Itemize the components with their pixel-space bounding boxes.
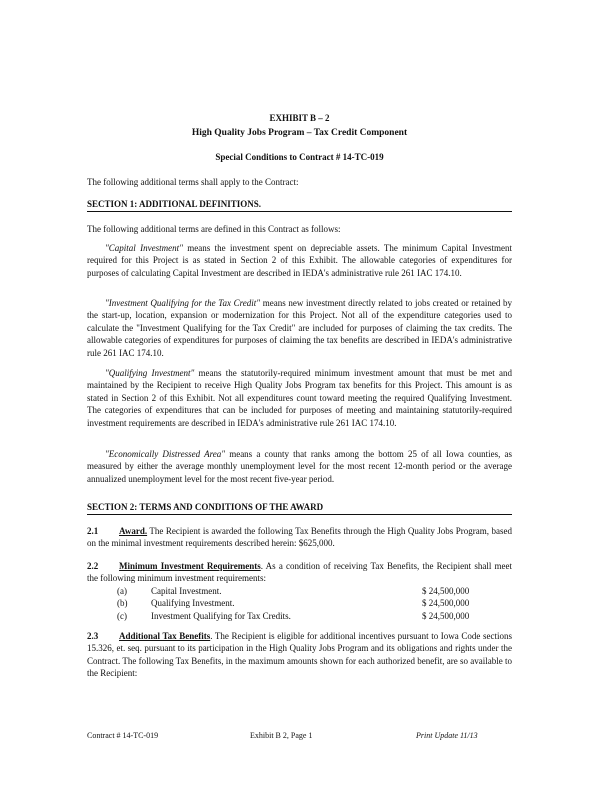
intro-text: The following additional terms shall apply to the Contract: (87, 177, 299, 187)
definition-qualifying-investment (87, 367, 512, 429)
definition-investment-qualifying (87, 297, 512, 359)
definition-text: means the statutorily-required minimum investment amount that must be met and maintained by the Recipient to receive High Quality Jobs Program tax benefits for this Project. This amount is as stated in Section 2 of this Exhibit. Not all expenditures count toward meeting the required Qualifying Investment. The categories of expenditures that can be included for purposes of meeting and maintaining statutorily-required investment requirements are described in IEDA's administrative rule 261 IAC 174.10. (87, 368, 512, 428)
definition-text: means a county that ranks among the bottom 25 of all Iowa counties, as measured by either the average monthly unemployment level for the most recent 12-month period or the average annualized unemployment level for the most recent five-year period. (87, 449, 512, 484)
item-label: (a) (117, 585, 127, 596)
term: "Investment Qualifying for the Tax Credit" (105, 298, 261, 308)
term: "Capital Investment" (105, 243, 183, 253)
definition-text: means new investment directly related to jobs created or retained by the start-up, location, expansion or modernization for this Project. Not all of the expenditure categories used to calculate the "Investment Qualifying for the Tax Credit" are included for purposes of claiming the tax credits. The allowable categories of expenditures for purposes of claiming the tax benefits are described in IEDA's administrative rule 261 IAC 174.10. (87, 298, 512, 358)
clause-text: . The Recipient is eligible for additional incentives pursuant to Iowa Code sections 15.326, et. seq. pursuant to its participation in the High Quality Jobs Program and its obligations and rights under the Contract. The following Tax Benefits, in the maximum amounts shown for each authorized benefit, are so available to the Recipient: (87, 631, 512, 679)
item-text: Investment Qualifying for Tax Credits. (151, 610, 291, 621)
section-1-intro: The following additional terms are defined in this Contract as follows: (87, 224, 341, 234)
exhibit-title: EXHIBIT B – 2 (269, 113, 330, 123)
section-1-heading: SECTION 1: ADDITIONAL DEFINITIONS. (87, 198, 512, 212)
clause-2-3 (87, 630, 512, 680)
term: "Qualifying Investment" (105, 368, 195, 378)
footer-contract-number: Contract # 14-TC-019 (87, 731, 159, 740)
item-text: Capital Investment. (151, 585, 222, 596)
item-value: $ 24,500,000 (422, 598, 470, 609)
item-value: $ 24,500,000 (422, 610, 470, 621)
clause-text: . As a condition of receiving Tax Benefits, the Recipient shall meet the following minimum investment requirements: (87, 561, 513, 584)
clause-heading: Additional Tax Benefits (119, 631, 211, 641)
footer-print-update: Print Update 11/13 (416, 731, 478, 740)
definition-text: means the investment spent on depreciable assets. The minimum Capital Investment required for this Project is as stated in Section 2 of this Exhibit. The allowable categories of expenditures for purposes of calculating Capital Investment are described in IEDA's administrative rule 261 IAC 174.10. (87, 243, 513, 278)
requirement-row (87, 597, 512, 609)
clause-2-1 (87, 525, 512, 550)
program-title: High Quality Jobs Program – Tax Credit Component (191, 128, 408, 138)
item-value: $ 24,500,000 (422, 585, 470, 596)
clause-heading: Minimum Investment Requirements (119, 561, 261, 571)
clause-2-2 (87, 560, 512, 622)
requirement-row (87, 610, 512, 622)
clause-number: 2.3 (87, 631, 99, 641)
section-2-heading: SECTION 2: TERMS AND CONDITIONS OF THE AWARD (87, 501, 512, 515)
clause-heading: Award. (119, 526, 148, 536)
footer-page-number: Exhibit B 2, Page 1 (250, 731, 313, 740)
item-label: (c) (117, 610, 127, 621)
requirement-row (87, 585, 512, 597)
term: "Economically Distressed Area" (105, 449, 226, 459)
item-label: (b) (117, 598, 128, 609)
clause-number: 2.1 (87, 526, 99, 536)
clause-number: 2.2 (87, 561, 99, 571)
clause-text: The Recipient is awarded the following Tax Benefits through the High Quality Jobs Program, based on the minimal investment requirements described herein: $625,000. (87, 526, 512, 549)
item-text: Qualifying Investment. (151, 598, 235, 609)
definition-capital-investment (87, 242, 512, 279)
definition-economically-distressed-area (87, 448, 512, 485)
special-conditions-title: Special Conditions to Contract # 14-TC-019 (215, 152, 384, 162)
